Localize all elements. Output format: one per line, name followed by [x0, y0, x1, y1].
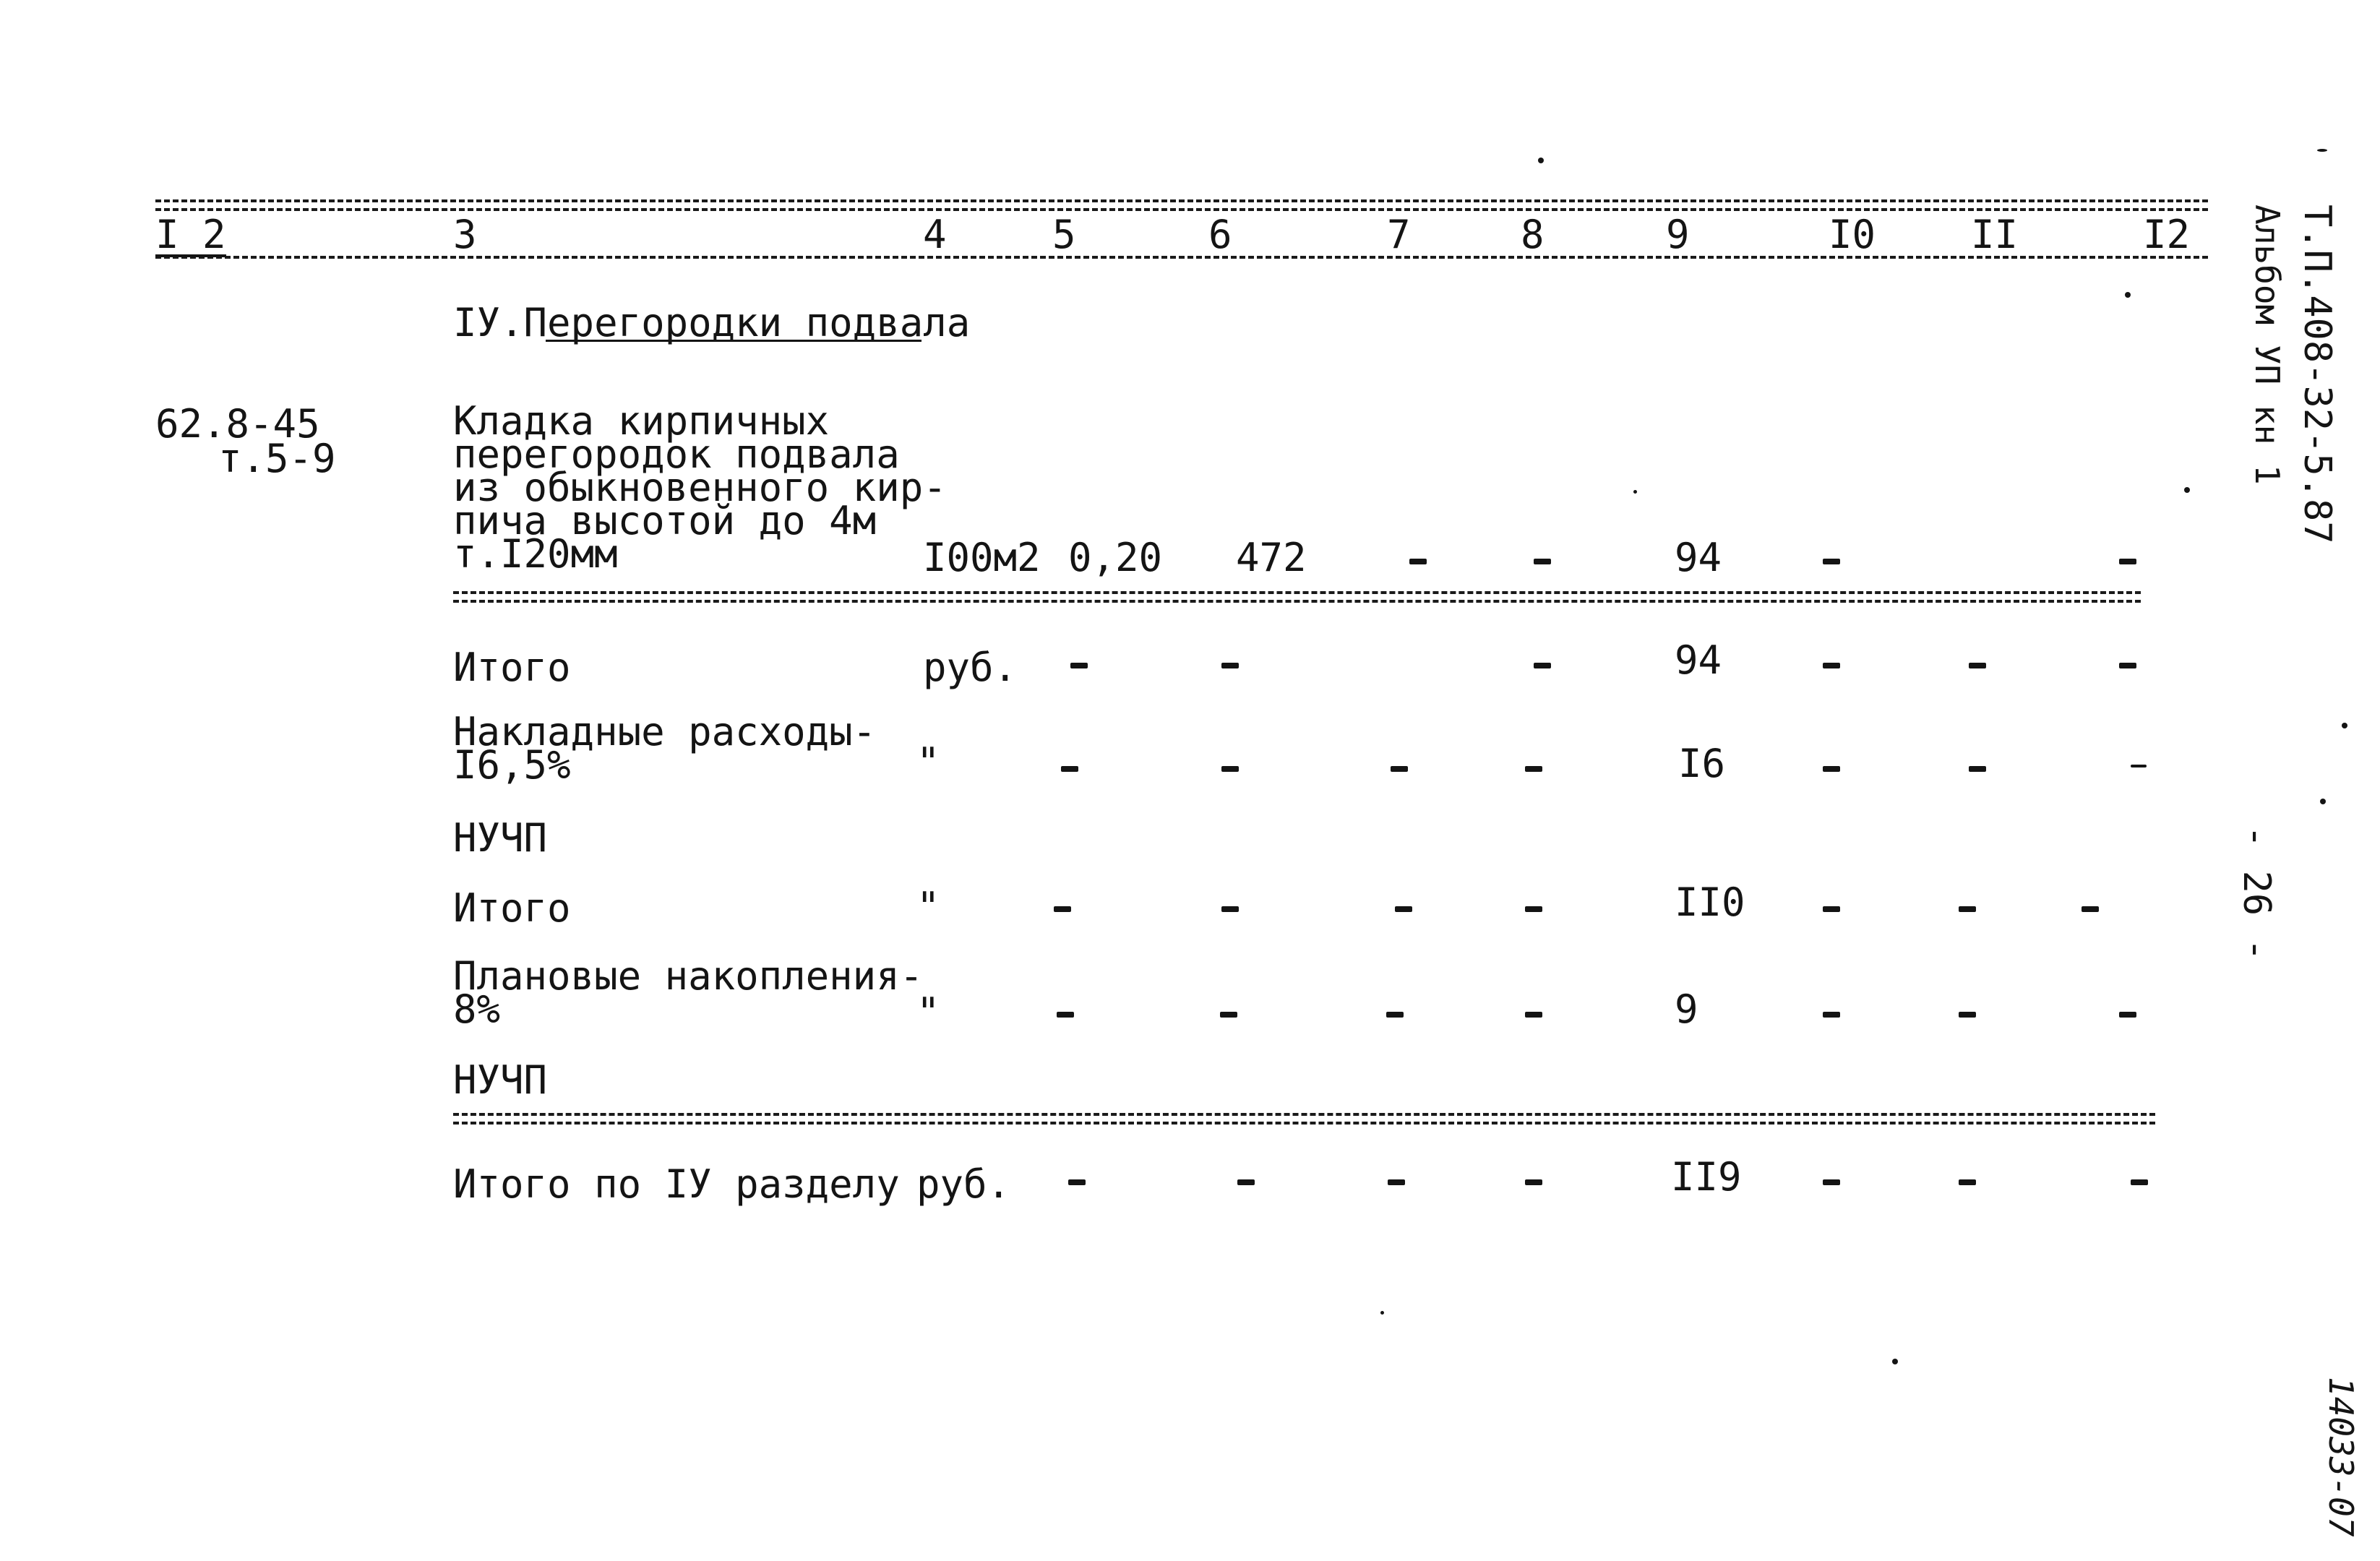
section-total-unit: руб. — [916, 1161, 1011, 1207]
overhead-col12-dash — [2131, 765, 2147, 767]
planned-savings-col5-dash — [1057, 1012, 1074, 1018]
overhead-col7-dash — [1391, 766, 1408, 772]
col-header-1-2: I 2 — [155, 212, 226, 257]
section-title: IУ.Перегородки подвала — [453, 300, 971, 345]
overhead-unit: " — [916, 739, 940, 785]
col-header-10: I0 — [1829, 212, 1876, 257]
col-header-12: I2 — [2143, 212, 2191, 257]
section-bottom-rule — [453, 1113, 2155, 1116]
overhead-col11-dash — [1969, 766, 1986, 772]
item-bottom-rule — [453, 591, 2141, 594]
item-bottom-rule-2 — [453, 600, 2141, 603]
section-total-col9-value: II9 — [1671, 1154, 1742, 1200]
subtotal-col9-value: 94 — [1675, 637, 1722, 683]
total-with-overhead-col7-dash — [1395, 906, 1412, 912]
total-with-overhead-label: Итого — [453, 885, 571, 931]
planned-savings-col12-dash — [2119, 1012, 2136, 1018]
subtotal-col5-dash — [1070, 663, 1088, 668]
col-header-7: 7 — [1387, 212, 1411, 257]
planned-savings-unit: " — [916, 989, 940, 1035]
col-header-3: 3 — [453, 212, 477, 257]
col-header-11: II — [1971, 212, 2019, 257]
total-with-overhead-col9-value: II0 — [1675, 880, 1745, 925]
section-total-col5-dash — [1068, 1179, 1086, 1185]
item-col8-dash — [1534, 559, 1551, 564]
subtotal-col10-dash — [1823, 663, 1840, 668]
nuchp-label-2: НУЧП — [453, 1057, 548, 1103]
col-header-8: 8 — [1521, 212, 1545, 257]
col-header-9: 9 — [1666, 212, 1690, 257]
speck — [2125, 292, 2131, 298]
speck — [1892, 1359, 1898, 1364]
subtotal-col12-dash — [2119, 663, 2136, 668]
album-vertical: Альбом УП кн 1 — [2248, 205, 2287, 485]
subtotal-col11-dash — [1969, 663, 1986, 668]
speck — [2320, 799, 2326, 804]
total-with-overhead-col8-dash — [1525, 906, 1542, 912]
item-unit: I00м2 — [923, 535, 1041, 580]
subtotal-col8-dash — [1534, 663, 1551, 668]
total-with-overhead-unit: " — [916, 884, 940, 929]
subtotal-label: Итого — [453, 645, 571, 690]
total-with-overhead-col6-dash — [1221, 906, 1239, 912]
item-table-ref: т.5-9 — [218, 436, 336, 481]
col-header-4: 4 — [923, 212, 947, 257]
section-bottom-rule-2 — [453, 1122, 2155, 1124]
header-top-rule — [155, 199, 2208, 202]
inventory-number-vertical: 14033-07 — [2321, 1377, 2360, 1537]
header-top-rule-2 — [155, 208, 2208, 211]
item-quantity: 0,20 — [1068, 535, 1163, 580]
speck — [2342, 723, 2347, 728]
section-total-col12-dash — [2131, 1179, 2148, 1185]
section-total-col7-dash — [1388, 1179, 1405, 1185]
col-header-5: 5 — [1052, 212, 1076, 257]
subtotal-unit: руб. — [923, 645, 1018, 690]
overhead-col9-value: I6 — [1678, 741, 1726, 786]
item-code: 62.8-45 — [155, 401, 320, 447]
total-with-overhead-col11-dash — [1959, 906, 1976, 912]
doc-code-vertical: Т.П.408-32-5.87 — [2295, 205, 2339, 544]
overhead-col6-dash — [1221, 766, 1239, 772]
speck — [1538, 158, 1544, 163]
planned-savings-col9-value: 9 — [1675, 986, 1698, 1032]
section-title-underline — [546, 340, 922, 342]
section-total-col10-dash — [1823, 1179, 1840, 1185]
overhead-col10-dash — [1823, 766, 1840, 772]
planned-savings-col10-dash — [1823, 1012, 1840, 1018]
speck — [1633, 490, 1637, 494]
item-description: Кладка кирпичных перегородок подвала из обыкновенного кир- пича высотой до 4м т.I20мм — [453, 398, 947, 577]
total-with-overhead-col5-dash — [1054, 906, 1071, 912]
speck — [1380, 1311, 1384, 1315]
total-with-overhead-col12-dash — [2082, 906, 2099, 912]
planned-savings-col8-dash — [1525, 1012, 1542, 1018]
section-total-label: Итого по IУ разделу — [453, 1161, 900, 1207]
overhead-col5-dash — [1061, 766, 1078, 772]
nuchp-label-1: НУЧП — [453, 815, 548, 861]
subtotal-col6-dash — [1221, 663, 1239, 668]
section-total-col6-dash — [1237, 1179, 1255, 1185]
speck — [2317, 149, 2327, 152]
section-total-col8-dash — [1525, 1179, 1542, 1185]
planned-savings-col7-dash — [1386, 1012, 1404, 1018]
item-col10-dash — [1823, 559, 1840, 564]
item-col9-value: 94 — [1675, 535, 1722, 580]
item-col6-value: 472 — [1236, 535, 1307, 580]
item-col12-dash — [2119, 559, 2136, 564]
col-header-6: 6 — [1208, 212, 1232, 257]
item-col7-dash — [1409, 559, 1427, 564]
planned-savings-label: Плановые накопления- 8% — [453, 953, 924, 1032]
planned-savings-col6-dash — [1220, 1012, 1237, 1018]
section-total-col11-dash — [1959, 1179, 1976, 1185]
overhead-col8-dash — [1525, 766, 1542, 772]
overhead-label: Накладные расходы- I6,5% — [453, 709, 877, 788]
total-with-overhead-col10-dash — [1823, 906, 1840, 912]
page-number-vertical: - 26 - — [2235, 825, 2278, 961]
speck — [2184, 487, 2190, 493]
planned-savings-col11-dash — [1959, 1012, 1976, 1018]
